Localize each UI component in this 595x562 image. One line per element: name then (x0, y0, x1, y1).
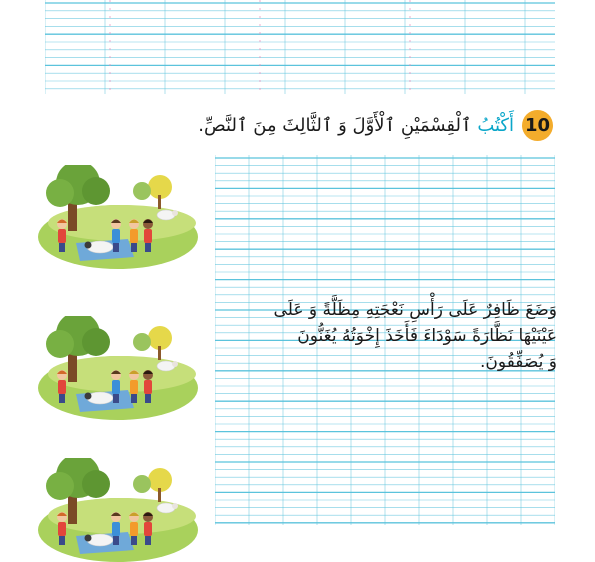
child-body (144, 522, 152, 536)
sheep (87, 534, 113, 546)
sheep-head (85, 242, 92, 249)
big-tree-foliage (82, 328, 110, 356)
top-ruled-writing-area[interactable] (45, 0, 555, 94)
child-body (58, 522, 66, 536)
tree-trunk (158, 346, 161, 360)
child-body (112, 522, 120, 536)
big-tree-foliage (46, 472, 74, 500)
sheep-head (85, 535, 92, 542)
child-body (130, 229, 138, 243)
child-legs (59, 394, 65, 403)
sheep-head (172, 503, 178, 509)
tree-trunk (158, 195, 161, 209)
big-tree-foliage (82, 470, 110, 498)
sheep-head (172, 361, 178, 367)
small-tree (133, 333, 151, 351)
child-legs (59, 243, 65, 252)
exercise-text (198, 115, 514, 136)
child-body (130, 522, 138, 536)
child-body (112, 380, 120, 394)
sheep (157, 210, 175, 220)
sheep-head (85, 393, 92, 400)
sheep (87, 241, 113, 253)
exercise-instruction (198, 110, 553, 141)
story-line: وَ يُصَفِّقُونَ. (480, 352, 557, 372)
small-tree (133, 475, 151, 493)
sheep (87, 392, 113, 404)
child-legs (59, 536, 65, 545)
child-body (58, 380, 66, 394)
big-tree-foliage (82, 177, 110, 205)
exercise-instruction-text: ٱلْقِسْمَيْنِ ٱلْأَوَّلَ وَ ٱلثَّالِثَ مِنَ ٱلنَّصِّ. (198, 115, 472, 136)
child-legs (113, 243, 119, 252)
story-line: عَيْنَيْهَا نَظَّارَةً سَوْدَاءَ فَأَخَذَ إِخْوَتُهُ يُغَنُّونَ (297, 326, 557, 346)
child-body (144, 229, 152, 243)
exercise-number-badge: 10 (522, 110, 553, 141)
sheep-head (172, 210, 178, 216)
child-legs (145, 536, 151, 545)
big-tree-foliage (46, 179, 74, 207)
story-line: وَضَعَ ظَافِرٌ عَلَى رَأْسِ نَعْجَتِهِ مِظَلَّةً وَ عَلَى (273, 300, 557, 320)
tree-trunk (158, 488, 161, 502)
child-legs (131, 394, 137, 403)
sheep (157, 361, 175, 371)
child-legs (113, 536, 119, 545)
big-tree-foliage (46, 330, 74, 358)
child-legs (131, 243, 137, 252)
child-legs (145, 394, 151, 403)
family-picnic-illustration (38, 458, 198, 562)
child-body (58, 229, 66, 243)
child-legs (113, 394, 119, 403)
child-legs (131, 536, 137, 545)
child-body (130, 380, 138, 394)
story-text (212, 297, 557, 375)
child-legs (145, 243, 151, 252)
paper-background (45, 0, 555, 94)
sheep (157, 503, 175, 513)
small-tree (133, 182, 151, 200)
family-picnic-illustration (38, 165, 198, 269)
family-picnic-illustration (38, 316, 198, 420)
exercise-verb: أَكْتُبُ (477, 115, 514, 136)
child-body (144, 380, 152, 394)
child-body (112, 229, 120, 243)
